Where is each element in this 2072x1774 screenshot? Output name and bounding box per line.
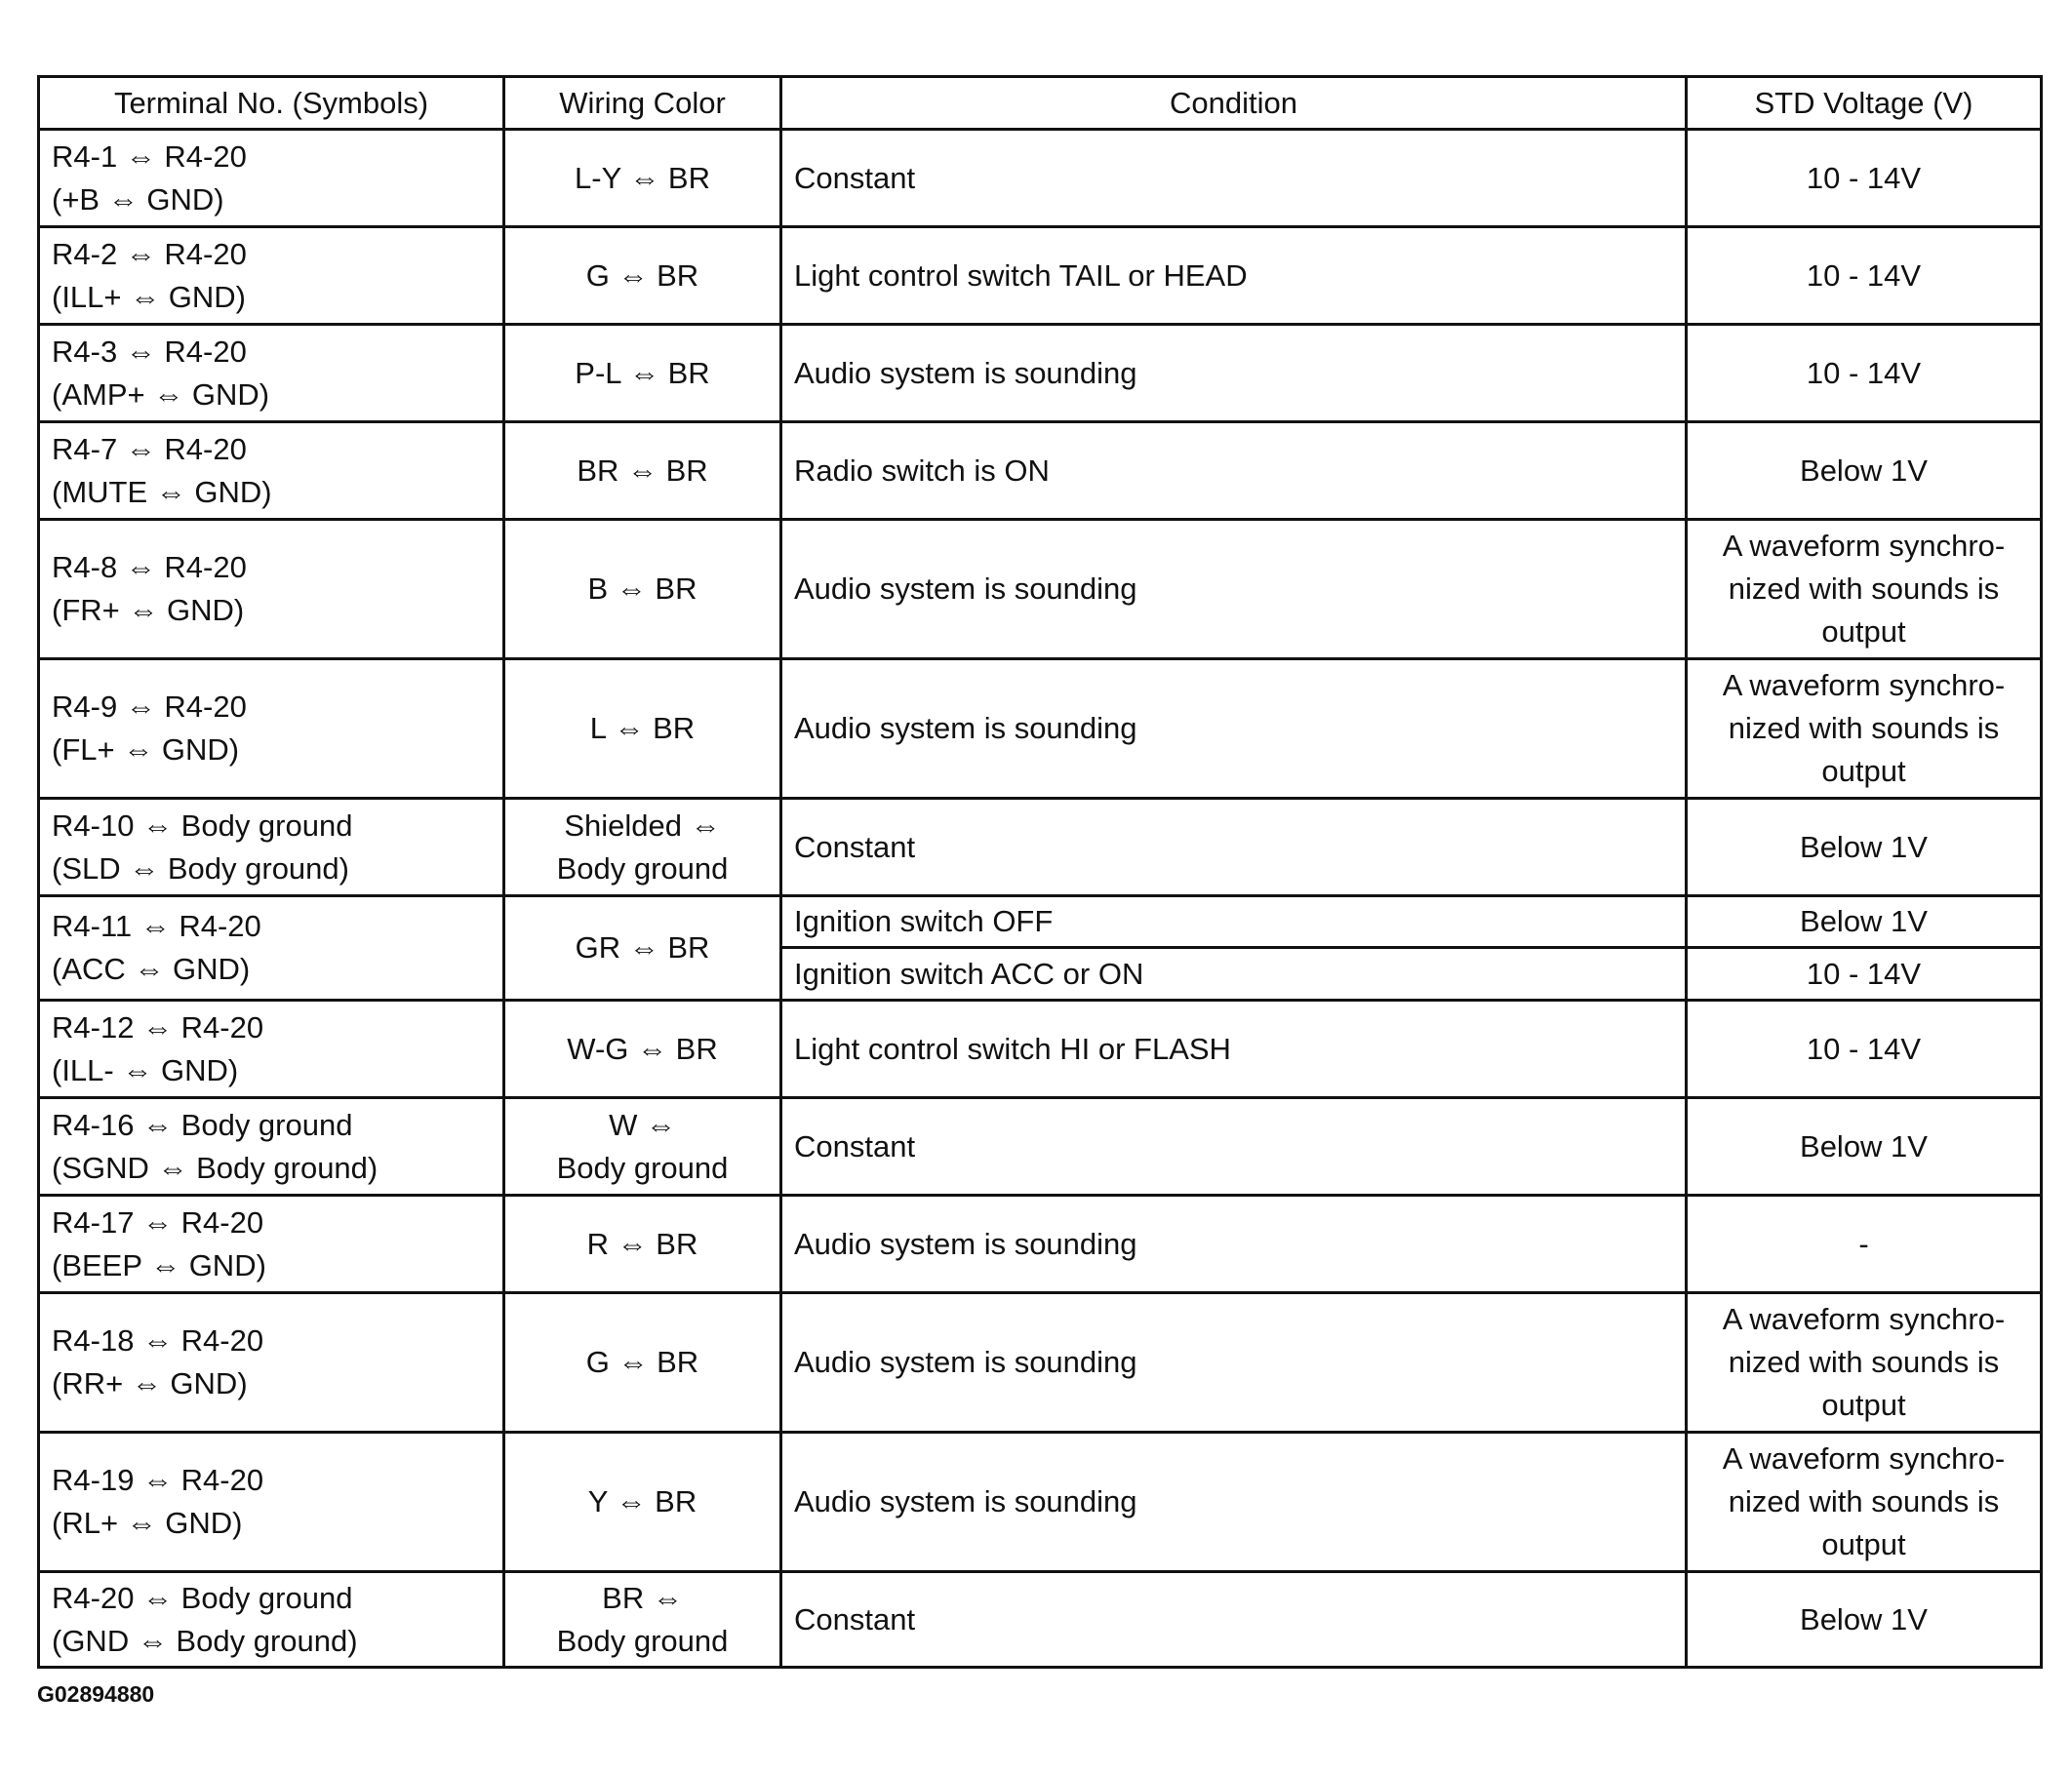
std-voltage-cell (1687, 1196, 2042, 1293)
cell-line: R4-20 ⇔ Body ground (52, 1580, 353, 1615)
condition-cell (781, 948, 1687, 1001)
cell-line: (ILL+ ⇔ GND) (52, 279, 246, 314)
cell-line: nized with sounds is (1728, 711, 2000, 745)
condition-cell (781, 227, 1687, 325)
std-voltage-cell (1687, 896, 2042, 948)
cell-line: (MUTE ⇔ GND) (52, 474, 272, 509)
std-voltage-cell (1687, 130, 2042, 227)
condition-text: Radio switch is ON (794, 453, 1050, 488)
wiring-color-cell (504, 227, 781, 325)
cell-line: R4-8 ⇔ R4-20 (52, 550, 247, 584)
wiring-color-cell (504, 1572, 781, 1668)
table-row (39, 130, 2042, 227)
condition-cell (781, 325, 1687, 422)
cell-line: R4-9 ⇔ R4-20 (52, 690, 247, 724)
cell-line: R ⇔ BR (586, 1226, 698, 1261)
condition-text: Audio system is sounding (794, 1484, 1137, 1518)
terminal-cell (39, 1098, 504, 1196)
cell-line: Below 1V (1800, 1601, 1928, 1636)
condition-text: Constant (794, 1601, 916, 1636)
condition-text: Audio system is sounding (794, 572, 1137, 606)
condition-text: Constant (794, 829, 916, 864)
cell-line: (FR+ ⇔ GND) (52, 593, 245, 627)
cell-line: G ⇔ BR (585, 1345, 699, 1379)
cell-line: R4-10 ⇔ Body ground (52, 808, 353, 843)
cell-line: R4-1 ⇔ R4-20 (52, 138, 247, 174)
cell-line: BR ⇔ (602, 1580, 683, 1615)
std-voltage-cell (1687, 1001, 2042, 1098)
cell-line: (BEEP ⇔ GND) (52, 1247, 266, 1282)
std-voltage-cell (1687, 227, 2042, 325)
header-condition: Condition (781, 77, 1687, 130)
terminal-voltage-table (37, 75, 2043, 1669)
std-voltage-cell (1687, 1293, 2042, 1433)
condition-text: Audio system is sounding (794, 711, 1137, 745)
table-row (39, 896, 2042, 948)
condition-text: Ignition switch OFF (794, 904, 1054, 938)
cell-line: 10 - 14V (1806, 1031, 1922, 1066)
wiring-color-cell (504, 1293, 781, 1433)
wiring-color-cell (504, 325, 781, 422)
cell-line: R4-11 ⇔ R4-20 (52, 909, 261, 943)
table-row (39, 325, 2042, 422)
terminal-cell (39, 896, 504, 1001)
cell-line: R4-12 ⇔ R4-20 (52, 1009, 264, 1045)
condition-text: Light control switch TAIL or HEAD (794, 257, 1248, 293)
cell-line: A waveform synchro- (1722, 529, 2006, 563)
std-voltage-cell (1687, 1433, 2042, 1572)
cell-line: Y ⇔ BR (587, 1484, 697, 1518)
cell-line: (SLD ⇔ Body ground) (52, 850, 349, 886)
terminal-cell (39, 422, 504, 520)
terminal-cell (39, 1433, 504, 1572)
table-row (39, 227, 2042, 325)
condition-cell (781, 1098, 1687, 1196)
cell-line: nized with sounds is (1728, 1484, 2000, 1518)
terminal-cell (39, 1001, 504, 1098)
cell-line: R4-7 ⇔ R4-20 (52, 431, 247, 466)
std-voltage-cell (1687, 1098, 2042, 1196)
cell-line: R4-17 ⇔ R4-20 (52, 1204, 264, 1240)
condition-text: Audio system is sounding (794, 1345, 1137, 1379)
terminal-cell (39, 1572, 504, 1668)
std-voltage-cell (1687, 520, 2042, 659)
cell-line: W-G ⇔ BR (567, 1031, 718, 1066)
cell-line: output (1821, 754, 1906, 788)
cell-line: BR ⇔ BR (577, 453, 708, 488)
cell-line: Shielded ⇔ (564, 808, 721, 843)
table-row (39, 1001, 2042, 1098)
header-std-voltage: STD Voltage (V) (1687, 77, 2042, 130)
table-row (39, 1293, 2042, 1433)
terminal-cell (39, 659, 504, 799)
wiring-color-cell (504, 1433, 781, 1572)
cell-line: R4-18 ⇔ R4-20 (52, 1323, 264, 1358)
condition-text: Audio system is sounding (794, 355, 1137, 390)
cell-line: 10 - 14V (1806, 257, 1922, 293)
condition-cell (781, 896, 1687, 948)
cell-line: output (1821, 614, 1906, 649)
cell-line: L-Y ⇔ BR (575, 160, 710, 195)
cell-line: Body ground (556, 850, 729, 886)
condition-cell (781, 1196, 1687, 1293)
cell-line: B ⇔ BR (587, 572, 697, 606)
cell-line: G ⇔ BR (585, 257, 699, 293)
std-voltage-cell (1687, 422, 2042, 520)
cell-line: 10 - 14V (1806, 355, 1922, 390)
header-terminal: Terminal No. (Symbols) (39, 77, 504, 130)
cell-line: P-L ⇔ BR (575, 355, 710, 390)
cell-line: Below 1V (1800, 904, 1928, 938)
cell-line: 10 - 14V (1806, 160, 1922, 195)
condition-cell (781, 520, 1687, 659)
cell-line: R4-16 ⇔ Body ground (52, 1107, 353, 1142)
table-row (39, 1196, 2042, 1293)
condition-text: Constant (794, 160, 916, 195)
cell-line: R4-3 ⇔ R4-20 (52, 334, 247, 369)
cell-line: R4-19 ⇔ R4-20 (52, 1463, 264, 1497)
terminal-cell (39, 1293, 504, 1433)
cell-line: A waveform synchro- (1722, 1441, 2006, 1476)
wiring-color-cell (504, 422, 781, 520)
wiring-color-cell (504, 659, 781, 799)
cell-line: output (1821, 1388, 1906, 1422)
cell-line: W ⇔ (609, 1107, 676, 1142)
table-row (39, 422, 2042, 520)
wiring-color-cell (504, 130, 781, 227)
wiring-color-cell (504, 1098, 781, 1196)
condition-cell (781, 1572, 1687, 1668)
table-header-row (39, 77, 2042, 130)
table-row (39, 520, 2042, 659)
cell-line: output (1821, 1527, 1906, 1561)
cell-line: - (1858, 1226, 1869, 1261)
cell-line: (GND ⇔ Body ground) (52, 1623, 358, 1658)
condition-cell (781, 1293, 1687, 1433)
table-row (39, 1433, 2042, 1572)
terminal-cell (39, 227, 504, 325)
cell-line: Body ground (556, 1623, 729, 1658)
terminal-cell (39, 520, 504, 659)
condition-text: Audio system is sounding (794, 1226, 1137, 1261)
condition-cell (781, 799, 1687, 896)
std-voltage-cell (1687, 1572, 2042, 1668)
table-row (39, 1572, 2042, 1668)
table-row (39, 1098, 2042, 1196)
wiring-color-cell (504, 520, 781, 659)
wiring-color-cell (504, 1001, 781, 1098)
condition-cell (781, 1001, 1687, 1098)
condition-text: Constant (794, 1128, 916, 1163)
cell-line: R4-2 ⇔ R4-20 (52, 236, 247, 271)
cell-line: (AMP+ ⇔ GND) (52, 376, 270, 412)
wiring-color-cell (504, 1196, 781, 1293)
cell-line: (RL+ ⇔ GND) (52, 1506, 243, 1540)
cell-line: A waveform synchro- (1722, 1302, 2006, 1336)
cell-line: Below 1V (1800, 453, 1928, 488)
wiring-color-cell (504, 896, 781, 1001)
terminal-cell (39, 1196, 504, 1293)
cell-line: nized with sounds is (1728, 572, 2000, 606)
terminal-cell (39, 130, 504, 227)
terminal-cell (39, 799, 504, 896)
cell-line: (SGND ⇔ Body ground) (52, 1150, 379, 1185)
table-body (39, 130, 2042, 1668)
cell-line: Below 1V (1800, 829, 1928, 864)
std-voltage-cell (1687, 325, 2042, 422)
cell-line: GR ⇔ BR (575, 930, 710, 965)
condition-cell (781, 422, 1687, 520)
cell-line: (RR+ ⇔ GND) (52, 1366, 248, 1400)
condition-text: Light control switch HI or FLASH (794, 1031, 1231, 1066)
cell-line: (+B ⇔ GND) (52, 181, 224, 217)
wiring-color-cell (504, 799, 781, 896)
std-voltage-cell (1687, 799, 2042, 896)
table-row (39, 799, 2042, 896)
condition-cell (781, 659, 1687, 799)
terminal-cell (39, 325, 504, 422)
cell-line: Body ground (556, 1150, 729, 1185)
cell-line: L ⇔ BR (589, 711, 696, 745)
cell-line: A waveform synchro- (1722, 668, 2006, 702)
table-row (39, 659, 2042, 799)
std-voltage-cell (1687, 659, 2042, 799)
cell-line: 10 - 14V (1806, 956, 1922, 991)
header-wiring-color: Wiring Color (504, 77, 781, 130)
cell-line: Below 1V (1800, 1128, 1928, 1163)
cell-line: (FL+ ⇔ GND) (52, 732, 240, 767)
condition-cell (781, 130, 1687, 227)
condition-cell (781, 1433, 1687, 1572)
figure-id: G02894880 (37, 1681, 155, 1707)
cell-line: (ACC ⇔ GND) (52, 952, 251, 986)
std-voltage-cell (1687, 948, 2042, 1001)
condition-text: Ignition switch ACC or ON (794, 956, 1144, 991)
cell-line: nized with sounds is (1728, 1345, 2000, 1379)
cell-line: (ILL- ⇔ GND) (52, 1052, 239, 1087)
